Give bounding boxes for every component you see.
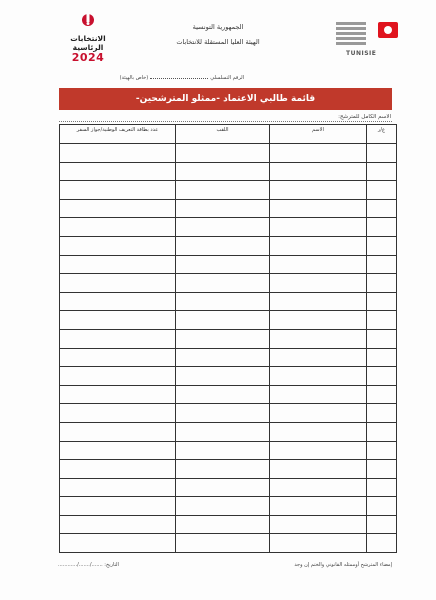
table-row — [60, 255, 397, 274]
cell-row-number[interactable] — [367, 292, 397, 311]
cell-id-number[interactable] — [60, 404, 176, 423]
table-row — [60, 162, 397, 181]
document-header — [140, 22, 296, 48]
cell-row-number[interactable] — [367, 181, 397, 200]
isie-logo-text: TUNISIE — [346, 50, 377, 57]
cell-first-name[interactable] — [270, 329, 367, 348]
cell-first-name[interactable] — [270, 181, 367, 200]
table-row — [60, 534, 397, 553]
cell-first-name[interactable] — [270, 515, 367, 534]
table-row — [60, 181, 397, 200]
cell-surname[interactable] — [176, 441, 270, 460]
cell-first-name[interactable] — [270, 478, 367, 497]
cell-surname[interactable] — [176, 218, 270, 237]
tunisia-flag-icon — [378, 22, 398, 38]
cell-first-name[interactable] — [270, 218, 367, 237]
table-row — [60, 478, 397, 497]
cell-id-number[interactable] — [60, 162, 176, 181]
cell-row-number[interactable] — [367, 367, 397, 386]
cell-id-number[interactable] — [60, 329, 176, 348]
candidate-name-line — [59, 121, 392, 122]
serial-note: (خاص بالهيئة) — [119, 75, 149, 81]
column-surname: اللقب — [176, 125, 270, 144]
cell-surname[interactable] — [176, 404, 270, 423]
table-row — [60, 199, 397, 218]
cell-first-name[interactable] — [270, 367, 367, 386]
logo-year: 2024 — [71, 51, 105, 64]
cell-id-number[interactable] — [60, 515, 176, 534]
logo-line-2: الرئاسية — [72, 43, 104, 52]
cell-row-number[interactable] — [367, 236, 397, 255]
cell-id-number[interactable] — [60, 460, 176, 479]
table-row — [60, 404, 397, 423]
isie-logo — [330, 16, 404, 64]
cell-surname[interactable] — [176, 460, 270, 479]
cell-first-name[interactable] — [270, 460, 367, 479]
candidate-name-label: الاسم الكامل للمترشح: — [338, 114, 391, 120]
table-row — [60, 515, 397, 534]
cell-row-number[interactable] — [367, 329, 397, 348]
representatives-table — [59, 124, 392, 526]
cell-first-name[interactable] — [270, 534, 367, 553]
cell-surname[interactable] — [176, 534, 270, 553]
cell-first-name[interactable] — [270, 144, 367, 163]
cell-id-number[interactable] — [60, 367, 176, 386]
table-row — [60, 385, 397, 404]
cell-row-number[interactable] — [367, 144, 397, 163]
cell-first-name[interactable] — [270, 422, 367, 441]
cell-id-number[interactable] — [60, 534, 176, 553]
cell-first-name[interactable] — [270, 255, 367, 274]
cell-row-number[interactable] — [367, 422, 397, 441]
column-id-number: عدد بطاقة التعريف الوطنية/جواز السفر — [60, 125, 176, 144]
table-body — [60, 144, 397, 553]
cell-id-number[interactable] — [60, 255, 176, 274]
cell-surname[interactable] — [176, 181, 270, 200]
cell-row-number[interactable] — [367, 385, 397, 404]
cell-row-number[interactable] — [367, 274, 397, 293]
column-row-number: ع/ر — [367, 125, 397, 144]
cell-id-number[interactable] — [60, 311, 176, 330]
cell-surname[interactable] — [176, 255, 270, 274]
cell-first-name[interactable] — [270, 199, 367, 218]
serial-label: الرقم التسلسلي — [210, 75, 244, 81]
cell-first-name[interactable] — [270, 404, 367, 423]
form-title-banner — [59, 88, 392, 110]
cell-row-number[interactable] — [367, 534, 397, 553]
table-row — [60, 441, 397, 460]
cell-first-name[interactable] — [270, 236, 367, 255]
cell-row-number[interactable] — [367, 497, 397, 516]
cell-id-number[interactable] — [60, 348, 176, 367]
cell-first-name[interactable] — [270, 497, 367, 516]
cell-surname[interactable] — [176, 497, 270, 516]
cell-surname[interactable] — [176, 236, 270, 255]
cell-surname[interactable] — [176, 292, 270, 311]
table-row — [60, 348, 397, 367]
cell-surname[interactable] — [176, 385, 270, 404]
ballot-logo-icon — [80, 12, 96, 28]
cell-surname[interactable] — [176, 199, 270, 218]
cell-surname[interactable] — [176, 274, 270, 293]
cell-id-number[interactable] — [60, 274, 176, 293]
authority-title: الهيئة العليا المستقلة للانتخابات — [176, 38, 260, 46]
cell-id-number[interactable] — [60, 292, 176, 311]
republic-title: الجمهورية التونسية — [192, 23, 244, 31]
table-row — [60, 236, 397, 255]
cell-first-name[interactable] — [270, 162, 367, 181]
form-title: قائمة طالبي الاعتماد -ممثلو المترشحين- — [135, 94, 316, 104]
table-row — [60, 329, 397, 348]
cell-first-name[interactable] — [270, 385, 367, 404]
cell-surname[interactable] — [176, 422, 270, 441]
cell-first-name[interactable] — [270, 441, 367, 460]
cell-id-number[interactable] — [60, 144, 176, 163]
cell-id-number[interactable] — [60, 385, 176, 404]
elections-2024-logo — [60, 12, 116, 64]
cell-surname[interactable] — [176, 478, 270, 497]
cell-first-name[interactable] — [270, 292, 367, 311]
cell-id-number[interactable] — [60, 497, 176, 516]
table-row — [60, 144, 397, 163]
table-row — [60, 422, 397, 441]
cell-row-number[interactable] — [367, 218, 397, 237]
cell-row-number[interactable] — [367, 311, 397, 330]
cell-surname[interactable] — [176, 515, 270, 534]
cell-id-number[interactable] — [60, 218, 176, 237]
cell-row-number[interactable] — [367, 199, 397, 218]
cell-row-number[interactable] — [367, 162, 397, 181]
serial-dots — [150, 73, 208, 79]
date-field: التاريخ: ......./......./............ — [58, 562, 119, 568]
cell-id-number[interactable] — [60, 199, 176, 218]
cell-surname[interactable] — [176, 348, 270, 367]
isie-logo-mark — [336, 22, 366, 50]
table-row — [60, 497, 397, 516]
logo-line-1: الانتخابات — [70, 34, 106, 43]
cell-row-number[interactable] — [367, 441, 397, 460]
table-row — [60, 311, 397, 330]
table-header-row — [60, 125, 397, 144]
table-row — [60, 292, 397, 311]
serial-number-field — [58, 73, 244, 81]
cell-id-number[interactable] — [60, 236, 176, 255]
cell-id-number[interactable] — [60, 441, 176, 460]
cell-id-number[interactable] — [60, 422, 176, 441]
cell-id-number[interactable] — [60, 478, 176, 497]
cell-surname[interactable] — [176, 367, 270, 386]
cell-row-number[interactable] — [367, 515, 397, 534]
cell-row-number[interactable] — [367, 460, 397, 479]
table-row — [60, 218, 397, 237]
signature-field: إمضاء المترشح أوممثله القانوني والختم إن وجد — [294, 562, 392, 568]
column-first-name: الاسم — [270, 125, 367, 144]
cell-first-name[interactable] — [270, 348, 367, 367]
cell-row-number[interactable] — [367, 404, 397, 423]
cell-surname[interactable] — [176, 162, 270, 181]
cell-surname[interactable] — [176, 144, 270, 163]
cell-row-number[interactable] — [367, 255, 397, 274]
cell-first-name[interactable] — [270, 311, 367, 330]
table-row — [60, 460, 397, 479]
table-row — [60, 274, 397, 293]
cell-surname[interactable] — [176, 329, 270, 348]
cell-first-name[interactable] — [270, 274, 367, 293]
cell-id-number[interactable] — [60, 181, 176, 200]
cell-row-number[interactable] — [367, 478, 397, 497]
table-row — [60, 367, 397, 386]
cell-surname[interactable] — [176, 311, 270, 330]
cell-row-number[interactable] — [367, 348, 397, 367]
